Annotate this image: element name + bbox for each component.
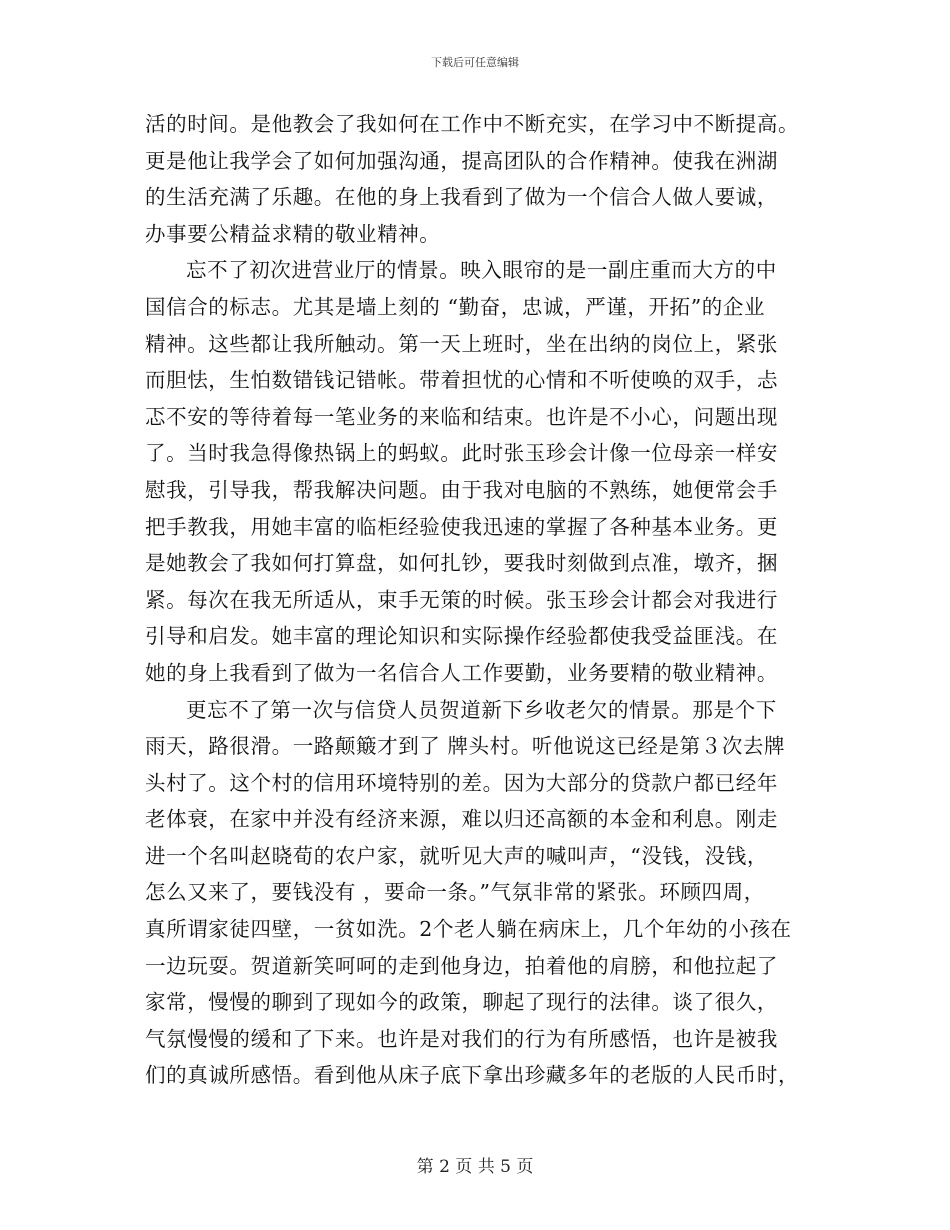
body-line: 国信合的标志。尤其是墙上刻的 “勤奋，忠诚，严谨，开拓”的企业 [145, 294, 766, 319]
body-line: 头村了。这个村的信用环境特别的差。因为大部分的贷款户都已经年 [145, 770, 778, 795]
body-line: 精神。这些都让我所触动。第一天上班时，坐在出纳的岗位上，紧张 [145, 331, 778, 356]
body-line: 慰我，引导我，帮我解决问题。由于我对电脑的不熟练，她便常会手 [145, 477, 778, 502]
body-line: 而胆怯，生怕数错钱记错帐。带着担忧的心情和不听使唤的双手，忐 [145, 368, 778, 393]
body-line: 了。当时我急得像热锅上的蚂蚁。此时张玉珍会计像一位母亲一样安 [145, 441, 778, 466]
body-line: 她的身上我看到了做为一名信合人工作要勤，业务要精的敬业精神。 [145, 660, 778, 685]
body-line: 一边玩耍。贺道新笑呵呵的走到他身边，拍着他的肩膀，和他拉起了 [145, 953, 778, 978]
body-line: 家常，慢慢的聊到了现如今的政策，聊起了现行的法律。谈了很久， [145, 990, 778, 1015]
body-line: 办事要公精益求精的敬业精神。 [145, 221, 441, 246]
body-line: 忑不安的等待着每一笔业务的来临和结束。也许是不小心，问题出现 [145, 404, 778, 429]
paragraph-first-line: 更忘不了第一次与信贷人员贺道新下乡收老欠的情景。那是个下 [186, 697, 777, 722]
body-line: 把手教我，用她丰富的临柜经验使我迅速的掌握了各种基本业务。更 [145, 514, 778, 539]
body-line: 雨天，路很滑。一路颠簸才到了 牌头村。听他说这已经是第３次去牌 [145, 734, 786, 759]
body-line: 是她教会了我如何打算盘，如何扎钞，要我时刻做到点准，墩齐，捆 [145, 551, 778, 576]
body-line: 更是他让我学会了如何加强沟通，提高团队的合作精神。使我在洲湖 [145, 148, 778, 173]
body-line: 引导和启发。她丰富的理论知识和实际操作经验都使我受益匪浅。在 [145, 624, 778, 649]
body-line: 怎么又来了，要钱没有 ，要命一条。”气氛非常的紧张。环顾四周， [145, 880, 765, 905]
body-line: 气氛慢慢的缓和了下来。也许是对我们的行为有所感悟，也许是被我 [145, 1026, 778, 1051]
body-line: 进一个名叫赵晓荀的农户家，就听见大声的喊叫声，“没钱，没钱， [145, 843, 768, 868]
body-line: 活的时间。是他教会了我如何在工作中不断充实，在学习中不断提高。 [145, 112, 800, 136]
paragraph-first-line: 忘不了初次进营业厅的情景。映入眼帘的是一副庄重而大方的中 [186, 258, 777, 283]
body-line: 老体衰，在家中并没有经济来源，难以归还高额的本金和利息。刚走 [145, 807, 778, 832]
body-line: 真所谓家徒四壁，一贫如洗。2个老人躺在病床上，几个年幼的小孩在 [145, 917, 792, 942]
document-body [145, 106, 815, 1094]
body-line: 的生活充满了乐趣。在他的身上我看到了做为一个信合人做人要诚， [145, 185, 778, 210]
body-line: 们的真诚所感悟。看到他从床子底下拿出珍藏多年的老版的人民币时， [145, 1063, 800, 1088]
body-line: 紧。每次在我无所适从，束手无策的时候。张玉珍会计都会对我进行 [145, 587, 778, 612]
page-number-footer: 第 2 页 共 5 页 [416, 1157, 534, 1177]
page-header-note: 下载后可任意编辑 [431, 56, 519, 69]
